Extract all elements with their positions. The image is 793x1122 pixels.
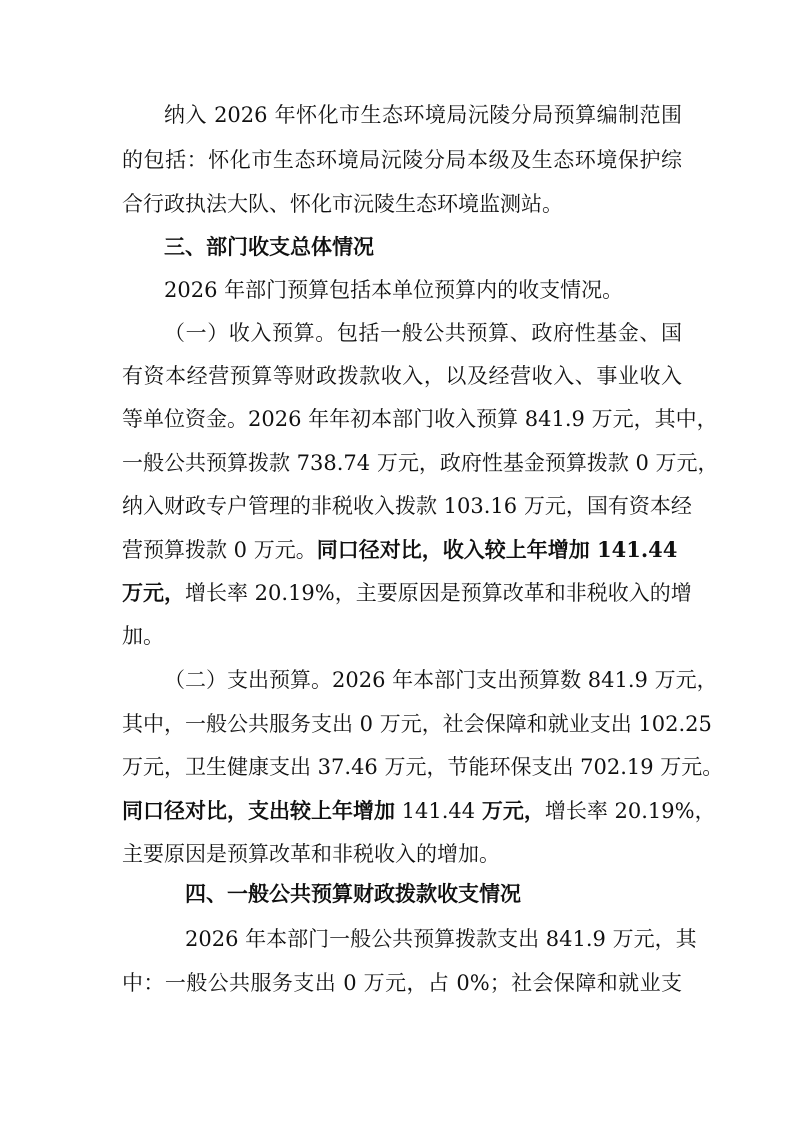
bold-text-run: 万元， <box>122 580 185 605</box>
paragraph-line <box>122 531 682 569</box>
paragraph-line: 的包括：怀化市生态环境局沅陵分局本级及生态环境保护综 <box>122 148 682 172</box>
paragraph-line: 合行政执法大队、怀化市沅陵生态环境监测站。 <box>122 192 563 216</box>
paragraph-line: 纳入财政专户管理的非税收入拨款 103.16 万元，国有资本经 <box>122 494 692 518</box>
paragraph-line: 中：一般公共服务支出 0 万元，占 0%；社会保障和就业支 <box>122 971 682 995</box>
paragraph-line: 2026 年本部门一般公共预算拨款支出 841.9 万元，其 <box>185 927 697 951</box>
text-run: 增长率 20.19%，主要原因是预算改革和非税收入的增 <box>185 581 692 605</box>
paragraph-line: 加。 <box>122 624 164 648</box>
paragraph-line: 纳入 2026 年怀化市生态环境局沅陵分局预算编制范围 <box>164 103 682 127</box>
text-run: 增长率 20.19%， <box>544 799 716 823</box>
bold-text-run: 万元， <box>481 798 545 823</box>
text-run: 141.44 <box>395 799 482 823</box>
bold-text-run: 同口径对比，收入较上年增加 141.44 <box>316 537 678 562</box>
paragraph-line: 主要原因是预算改革和非税收入的增加。 <box>122 842 500 866</box>
paragraph-line: 其中，一般公共服务支出 0 万元，社会保障和就业支出 102.25 <box>122 712 712 736</box>
paragraph-line: 万元，卫生健康支出 37.46 万元，节能环保支出 702.19 万元。 <box>122 755 724 779</box>
paragraph-line: 等单位资金。2026 年年初本部门收入预算 841.9 万元，其中， <box>122 407 718 431</box>
paragraph-line <box>122 792 716 830</box>
text-run: 营预算拨款 0 万元。 <box>122 538 317 562</box>
section-heading: 三、部门收支总体情况 <box>164 235 374 259</box>
paragraph-line: （二）支出预算。2026 年本部门支出预算数 841.9 万元， <box>164 668 718 692</box>
paragraph-line: 有资本经营预算等财政拨款收入，以及经营收入、事业收入 <box>122 364 682 388</box>
paragraph-line <box>122 574 692 612</box>
paragraph-line: 一般公共预算拨款 738.74 万元，政府性基金预算拨款 0 万元， <box>122 451 719 475</box>
bold-text-run: 同口径对比，支出较上年增加 <box>122 798 395 823</box>
paragraph-line: （一）收入预算。包括一般公共预算、政府性基金、国 <box>164 321 682 345</box>
section-heading: 四、一般公共预算财政拨款收支情况 <box>185 882 521 906</box>
paragraph-line: 2026 年部门预算包括本单位预算内的收支情况。 <box>164 278 624 302</box>
